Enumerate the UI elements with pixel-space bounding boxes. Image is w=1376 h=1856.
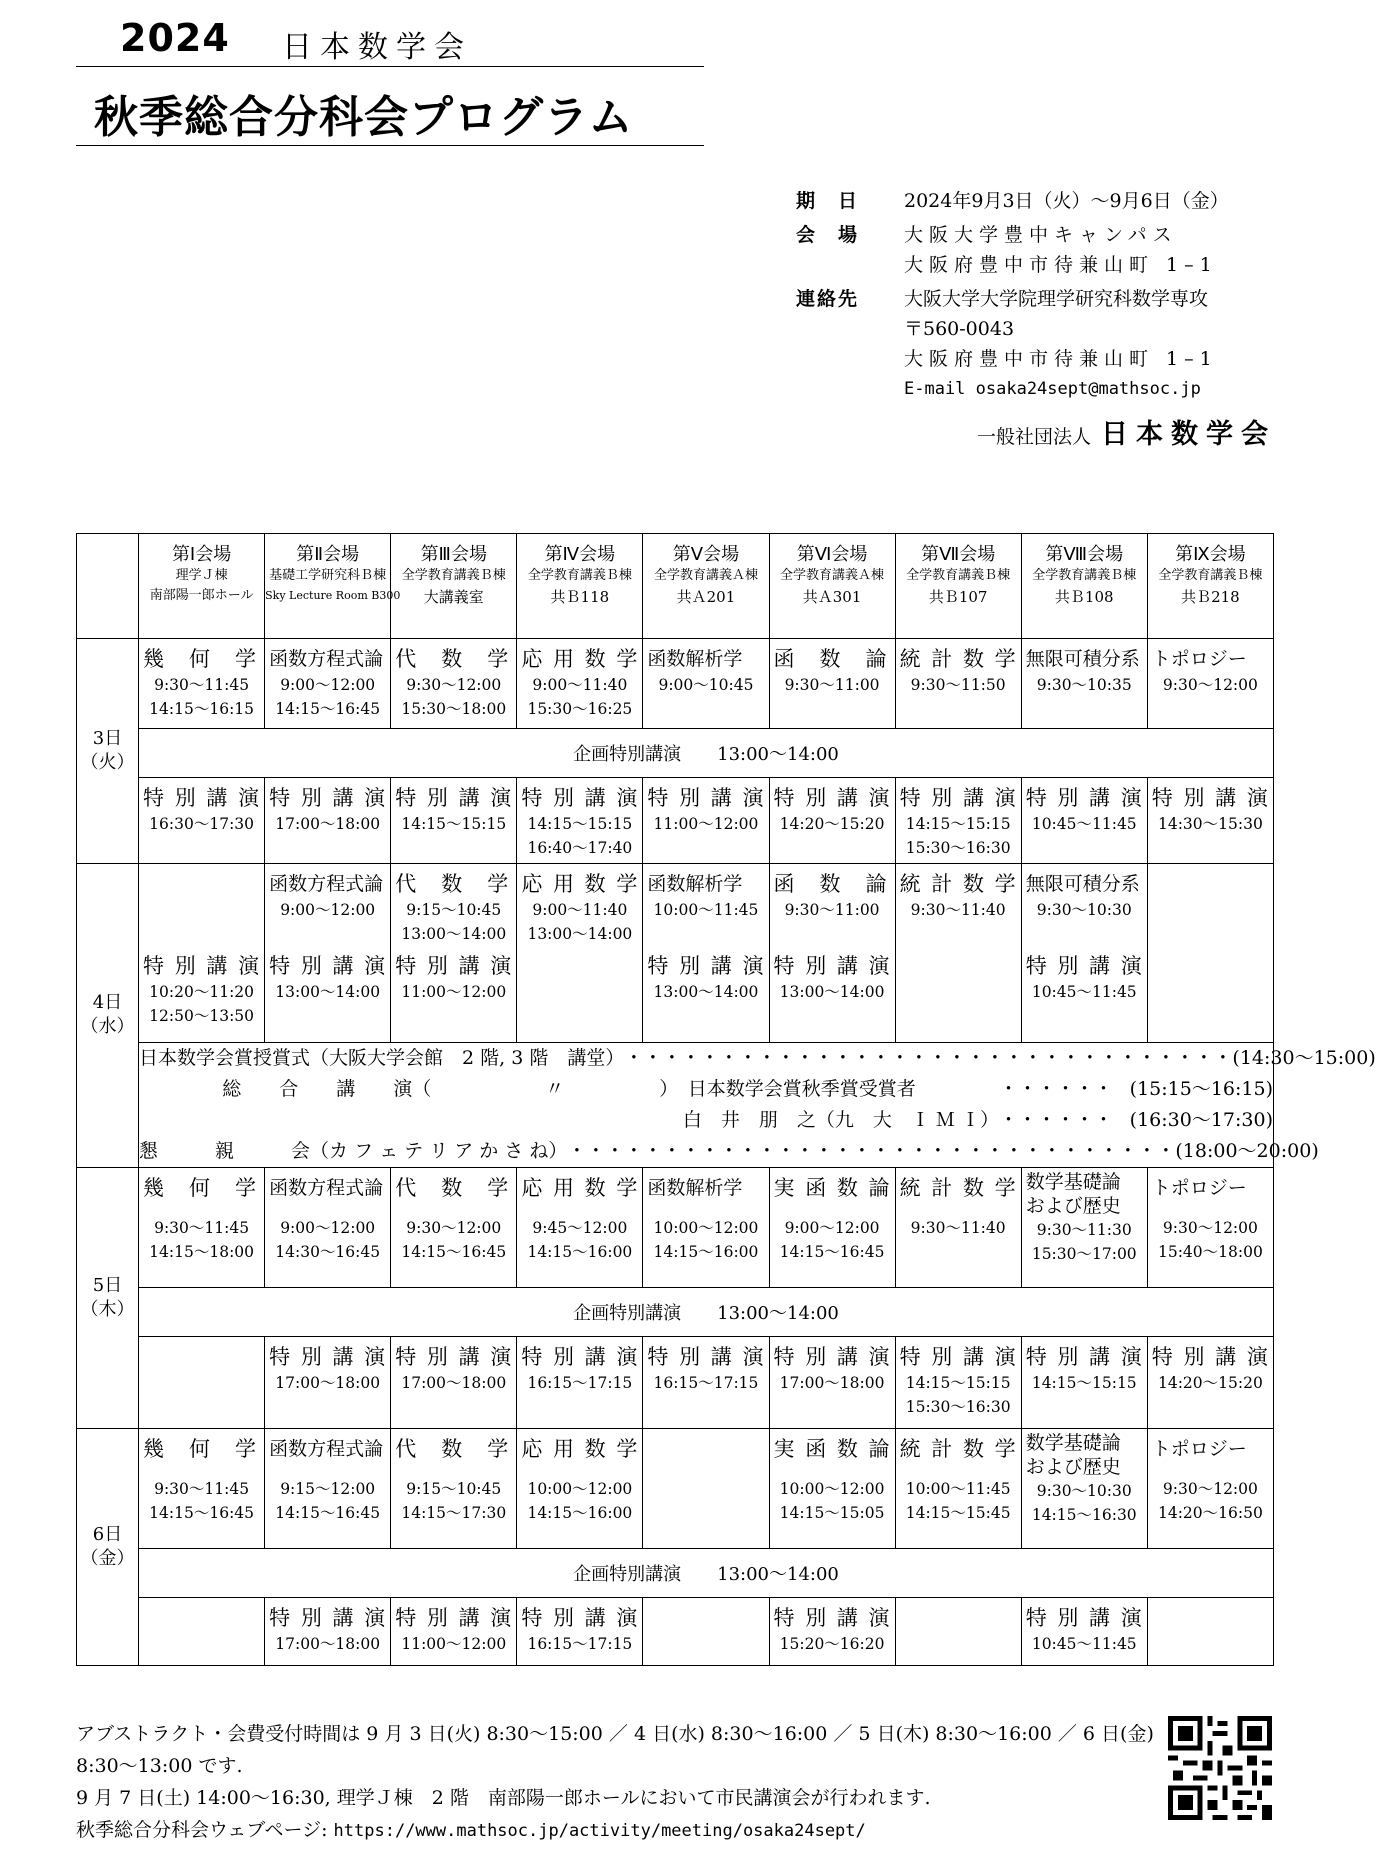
general-lecture-2: 白 井 朋 之（九 大 Ｉ Ｍ Ｉ） (682, 1108, 999, 1131)
session-cell: トポロジー 9:30～12:00 (1147, 639, 1273, 729)
special-lecture-cell: 特 別 講 演 14:20～15:20 (1147, 1336, 1273, 1428)
session-cell: 函数方程式論 9:15～12:00 14:15～16:45 (265, 1428, 391, 1548)
year: 2024 (120, 16, 230, 60)
session-cell: 応 用 数 学 10:00～12:00 14:15～16:00 (517, 1428, 643, 1548)
day4-morning-row (77, 864, 1274, 947)
special-lecture-cell: 特 別 講 演 10:45～11:45 (1021, 946, 1147, 1042)
schedule-table (76, 533, 1376, 1666)
day6-morning-row (77, 1428, 1274, 1548)
session-cell: 無限可積分系 9:30～10:35 (1021, 639, 1147, 729)
plenary-lecture: 企画特別講演 13:00～14:00 (139, 1287, 1274, 1336)
date-value: 2024年9月3日（火）～9月6日（金） (904, 190, 1229, 212)
special-lecture-cell: 特 別 講 演 14:30～15:30 (1147, 778, 1273, 864)
empty-cell (139, 1597, 265, 1665)
plenary-lecture: 企画特別講演 13:00～14:00 (139, 1548, 1274, 1597)
contact-label: 連絡先 (796, 288, 860, 310)
day5-plenary-row (77, 1287, 1274, 1336)
hall-1: 第Ⅰ会場 理学Ｊ棟 南部陽一郎ホール (139, 534, 265, 639)
special-lecture-cell: 特 別 講 演 17:00～18:00 (265, 1336, 391, 1428)
special-lecture-cell: 特 別 講 演 13:00～14:00 (643, 946, 769, 1042)
empty-cell (1147, 864, 1273, 947)
special-lecture-cell: 特 別 講 演 15:20～16:20 (769, 1597, 895, 1665)
session-cell: 実 函 数 論 10:00～12:00 14:15～15:05 (769, 1428, 895, 1548)
session-cell: 函 数 論 9:30～11:00 (769, 639, 895, 729)
venue-address: 大阪府豊中市待兼山町 1–1 (904, 254, 1218, 276)
special-lecture-cell: 特 別 講 演 17:00～18:00 (769, 1336, 895, 1428)
session-cell: 代 数 学 9:15～10:45 14:15～17:30 (391, 1428, 517, 1548)
day6-plenary-row (77, 1548, 1274, 1597)
day3-morning-row (77, 639, 1274, 729)
reception-hours: アブストラクト・会費受付時間は 9 月 3 日(火) 8:30～15:00 ／ 4 日(水) 8:30～16:00 ／ 5 日(木) 8:30～16:00 ／ 6 日(金) (76, 1723, 1154, 1745)
hall-6: 第Ⅵ会場 全学教育講義Ａ棟 共Ａ301 (769, 534, 895, 639)
hall-4: 第Ⅳ会場 全学教育講義Ｂ棟 共Ｂ118 (517, 534, 643, 639)
special-lecture-cell: 特 別 講 演 13:00～14:00 (769, 946, 895, 1042)
award-ceremony: 日本数学会賞授賞式（大阪大学会館 2 階, 3 階 講堂） (139, 1046, 625, 1069)
session-cell: 統 計 数 学 9:30～11:40 (895, 1167, 1021, 1287)
hall-5: 第Ⅴ会場 全学教育講義Ａ棟 共Ａ201 (643, 534, 769, 639)
day-4-label: 4日 （水） (77, 864, 139, 1168)
session-cell: 幾 何 学 9:30～11:45 14:15～18:00 (139, 1167, 265, 1287)
award-and-general-lectures: 日本数学会賞授賞式（大阪大学会館 2 階, 3 階 講堂） ・・・・・・・・・・・・・・・・・・・・・・・・・・・・・・・・ (14:30～15:00) 総 合 講 演（ 〃 ） 日本数学会賞秋季賞受賞者 ・・・・・・ (15:15～16:15) 白 井 朋 之（九 大 Ｉ Ｍ Ｉ） ・・・・・・ (16:30～17:30) 懇 親 会（カ フ ェ テ リ ア か さ ね） ・・・・・・・・・・・・・・・・・・・・・・・・・・・・・・・・ (18:00～20:00) (139, 1042, 1274, 1167)
special-lecture-cell: 特 別 講 演 14:15～15:15 15:30～16:30 (895, 1336, 1021, 1428)
footer-notes (76, 1718, 1276, 1847)
session-cell: 代 数 学 9:30～12:00 15:30～18:00 (391, 639, 517, 729)
empty-cell (1147, 1597, 1273, 1665)
day-6-label: 6日 （金） (77, 1428, 139, 1665)
contact-dept: 大阪大学大学院理学研究科数学専攻 (904, 288, 1209, 310)
session-cell: 数学基礎論 および歴史 9:30～11:30 15:30～17:00 (1021, 1167, 1147, 1287)
session-cell: 幾 何 学 9:30～11:45 14:15～16:45 (139, 1428, 265, 1548)
venue-label: 会 場 (796, 224, 860, 246)
session-cell: 実 函 数 論 9:00～12:00 14:15～16:45 (769, 1167, 895, 1287)
webpage-url[interactable]: https://www.mathsoc.jp/activity/meeting/osaka24sept/ (333, 1821, 866, 1841)
day3-special-row (77, 778, 1274, 864)
day3-plenary-row (77, 729, 1274, 778)
empty-cell (1147, 946, 1273, 1042)
session-cell: 無限可積分系 9:30～10:30 (1021, 864, 1147, 947)
special-lecture-cell: 特 別 講 演 14:15～15:15 15:30～16:30 (895, 778, 1021, 864)
empty-cell (139, 864, 265, 947)
day4-special-row (77, 946, 1274, 1042)
meeting-info (796, 186, 1276, 451)
contact-postal: 〒560-0043 (904, 318, 1015, 340)
day6-special-row (77, 1597, 1274, 1665)
special-lecture-cell: 特 別 講 演 14:15～15:15 16:40～17:40 (517, 778, 643, 864)
hall-header-row (77, 534, 1274, 639)
special-lecture-cell: 特 別 講 演 10:45～11:45 (1021, 778, 1147, 864)
contact-address: 大阪府豊中市待兼山町 1–1 (904, 348, 1218, 370)
hall-3: 第Ⅲ会場 全学教育講義Ｂ棟 大講義室 (391, 534, 517, 639)
session-cell: 応 用 数 学 9:00～11:40 15:30～16:25 (517, 639, 643, 729)
special-lecture-cell: 特 別 講 演 17:00～18:00 (391, 1336, 517, 1428)
public-lecture-note: 9 月 7 日(土) 14:00～16:30, 理学Ｊ棟 2 階 南部陽一郎ホールにおいて市民講演会が行われます. (76, 1787, 931, 1809)
session-cell: 応 用 数 学 9:00～11:40 13:00～14:00 (517, 864, 643, 947)
corp-prefix: 一般社団法人 (976, 426, 1091, 448)
session-cell: 函数解析学 9:00～10:45 (643, 639, 769, 729)
session-cell: 函数方程式論 9:00～12:00 14:15～16:45 (265, 639, 391, 729)
empty-cell (643, 1428, 769, 1548)
contact-email[interactable]: E-mail osaka24sept@mathsoc.jp (904, 379, 1201, 399)
webpage-line: 秋季総合分科会ウェブページ: https://www.mathsoc.jp/activity/meeting/osaka24sept/ (76, 1819, 866, 1841)
session-cell: 函数方程式論 9:00～12:00 (265, 864, 391, 947)
page-title: 秋季総合分科会プログラム (94, 92, 634, 143)
empty-cell (895, 946, 1021, 1042)
special-lecture-cell: 特 別 講 演 16:15～17:15 (643, 1336, 769, 1428)
session-cell: 代 数 学 9:30～12:00 14:15～16:45 (391, 1167, 517, 1287)
special-lecture-cell: 特 別 講 演 17:00～18:00 (265, 778, 391, 864)
special-lecture-cell: 特 別 講 演 16:15～17:15 (517, 1597, 643, 1665)
corp-name: 日本数学会 (1101, 419, 1276, 450)
hall-7: 第Ⅶ会場 全学教育講義Ｂ棟 共Ｂ107 (895, 534, 1021, 639)
session-cell: 統 計 数 学 9:30～11:50 (895, 639, 1021, 729)
header (76, 14, 704, 146)
empty-cell (517, 946, 643, 1042)
session-cell: 函数解析学 10:00～12:00 14:15～16:00 (643, 1167, 769, 1287)
session-cell: 幾 何 学 9:30～11:45 14:15～16:15 (139, 639, 265, 729)
empty-cell (643, 1597, 769, 1665)
venue-name: 大阪大学豊中キャンパス (904, 224, 1178, 246)
org-name: 日本数学会 (282, 30, 472, 65)
corner-cell (77, 534, 139, 639)
reception-hours-cont: 8:30～13:00 です. (76, 1755, 243, 1777)
day-5-label: 5日 （木） (77, 1167, 139, 1428)
empty-cell (139, 1336, 265, 1428)
day5-morning-row (77, 1167, 1274, 1287)
special-lecture-cell: 特 別 講 演 17:00～18:00 (265, 1597, 391, 1665)
session-cell: 統 計 数 学 9:30～11:40 (895, 864, 1021, 947)
empty-cell (895, 1597, 1021, 1665)
special-lecture-cell: 特 別 講 演 14:15～15:15 (391, 778, 517, 864)
special-lecture-cell: 特 別 講 演 10:45～11:45 (1021, 1597, 1147, 1665)
special-lecture-cell: 特 別 講 演 14:15～15:15 (1021, 1336, 1147, 1428)
hall-9: 第Ⅸ会場 全学教育講義Ｂ棟 共Ｂ218 (1147, 534, 1273, 639)
special-lecture-cell: 特 別 講 演 10:20～11:20 12:50～13:50 (139, 946, 265, 1042)
special-lecture-cell: 特 別 講 演 16:15～17:15 (517, 1336, 643, 1428)
qr-code-icon[interactable] (1168, 1716, 1272, 1820)
session-cell: 函数解析学 10:00～11:45 (643, 864, 769, 947)
session-cell: 函数方程式論 9:00～12:00 14:30～16:45 (265, 1167, 391, 1287)
special-lecture-cell: 特 別 講 演 11:00～12:00 (643, 778, 769, 864)
special-lecture-cell: 特 別 講 演 11:00～12:00 (391, 1597, 517, 1665)
special-lecture-cell: 特 別 講 演 16:30～17:30 (139, 778, 265, 864)
session-cell: 代 数 学 9:15～10:45 13:00～14:00 (391, 864, 517, 947)
session-cell: トポロジー 9:30～12:00 15:40～18:00 (1147, 1167, 1273, 1287)
session-cell: 数学基礎論 および歴史 9:30～10:30 14:15～16:30 (1021, 1428, 1147, 1548)
day5-special-row (77, 1336, 1274, 1428)
day-3-label: 3日 （火） (77, 639, 139, 864)
session-cell: 統 計 数 学 10:00～11:45 14:15～15:45 (895, 1428, 1021, 1548)
day4-award-row (77, 1042, 1274, 1167)
session-cell: 函 数 論 9:30～11:00 (769, 864, 895, 947)
reception: 懇 親 会（カ フ ェ テ リ ア か さ ね） (139, 1139, 568, 1162)
plenary-lecture: 企画特別講演 13:00～14:00 (139, 729, 1274, 778)
hall-8: 第Ⅷ会場 全学教育講義Ｂ棟 共Ｂ108 (1021, 534, 1147, 639)
general-lecture-1: 総 合 講 演（ 〃 ） 日本数学会賞秋季賞受賞者 (222, 1077, 916, 1100)
special-lecture-cell: 特 別 講 演 13:00～14:00 (265, 946, 391, 1042)
session-cell: 応 用 数 学 9:45～12:00 14:15～16:00 (517, 1167, 643, 1287)
special-lecture-cell: 特 別 講 演 14:20～15:20 (769, 778, 895, 864)
date-label: 期 日 (796, 190, 860, 212)
special-lecture-cell: 特 別 講 演 11:00～12:00 (391, 946, 517, 1042)
session-cell: トポロジー 9:30～12:00 14:20～16:50 (1147, 1428, 1273, 1548)
hall-2: 第Ⅱ会場 基礎工学研究科Ｂ棟 Sky Lecture Room B300 (265, 534, 391, 639)
